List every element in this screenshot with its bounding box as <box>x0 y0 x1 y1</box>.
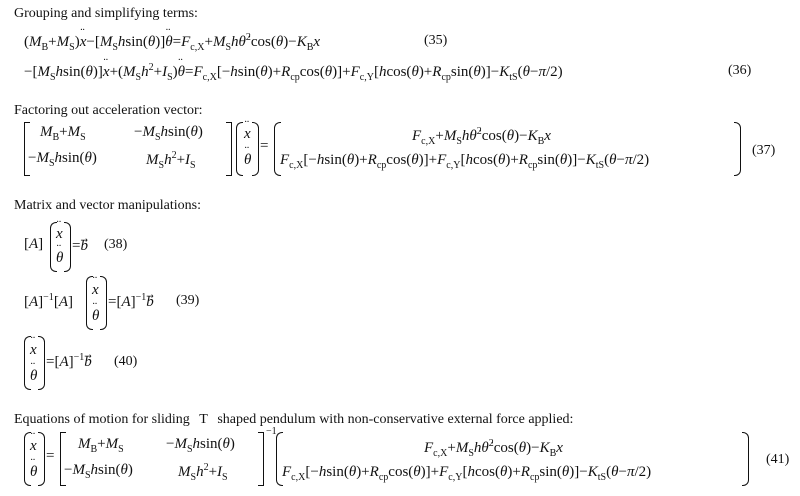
heading-motion-pre: Equations of motion for sliding <box>14 412 190 427</box>
section-heading-motion <box>14 412 573 428</box>
equation-35: $(M_B+M_S)\cdot\cdot x-[M_Shsin(\theta)]\cdot\cdot$ $\theta=F_{c,X}+M_Sh\thetȧ^2\cos(\theta)-K_Bx$ <box>24 32 320 53</box>
equation-number-37: (37) <box>752 143 776 158</box>
equation-number-39: (39) <box>176 293 200 308</box>
equation-39: $[A]^{-1}[A]$ ·· x ·· θ $=[A]^{-1}b$ <box>24 276 184 332</box>
equation-number-35: (35) <box>424 33 448 48</box>
equation-40: ·· x ·· θ $=[A]^{-1}b$ <box>24 336 144 392</box>
equation-number-41: (41) <box>766 452 790 467</box>
heading-motion-T: T <box>199 412 208 427</box>
section-heading-matrix: Matrix and vector manipulations: <box>14 198 202 213</box>
equation-38: [A] ·· x ·· θ =b <box>24 222 144 274</box>
equation-41: ·· x ·· θ = $M_B+M_S$ $-M_Shsin(\theta)$ $-M_Shsin(\theta)$ $M_Sh^2+I_S$ −1 $F_{c,X}+M_Sh\thetȧ^2\cos(\theta)-K_Bx$ $F_{c,X}[-hsin(\theta)+R_{cp}\cos(\theta)]+F_{c,Y}[hcos(\theta)+R_{cp}\sin(\theta)]-K_{tS}(\theta-\pi/2)$ <box>24 432 764 488</box>
equation-36: $-[M_Shsin(\theta)]\cdot\cdot x+(M_Sh^2+I_S)\cdot\cdot \theta=F_{c,X}[-hsin(\theta)+R_{cp}\cos(\theta)]+F_{c,Y}[hcos(\theta)+R_{cp}\sin(\theta)]-K_{tS}(\theta-\pi/2)$ <box>24 62 563 83</box>
equation-number-36: (36) <box>728 63 752 78</box>
equation-37: $M_B+M_S$ $-M_Shsin(\theta)$ $-M_Shsin(\theta)$ $M_Sh^2+I_S$ ·· x ·· θ = $F_{c,X}+M_Sh\thetȧ^2\cos(\theta)-K_Bx$ $F_{c,X}[-hsin(\theta)+R_{cp}\cos(\theta)]+F_{c,Y}[hcos(\theta)+R_{cp}\sin(\theta)]-K_{tS}(\theta-\pi/2)$ <box>24 122 744 178</box>
section-heading-grouping: Grouping and simplifying terms: <box>14 6 198 21</box>
section-heading-factoring: Factoring out acceleration vector: <box>14 103 203 118</box>
equation-number-38: (38) <box>104 237 128 252</box>
heading-motion-post: shaped pendulum with non-conservative external force applied: <box>217 412 574 427</box>
equation-number-40: (40) <box>114 354 138 369</box>
